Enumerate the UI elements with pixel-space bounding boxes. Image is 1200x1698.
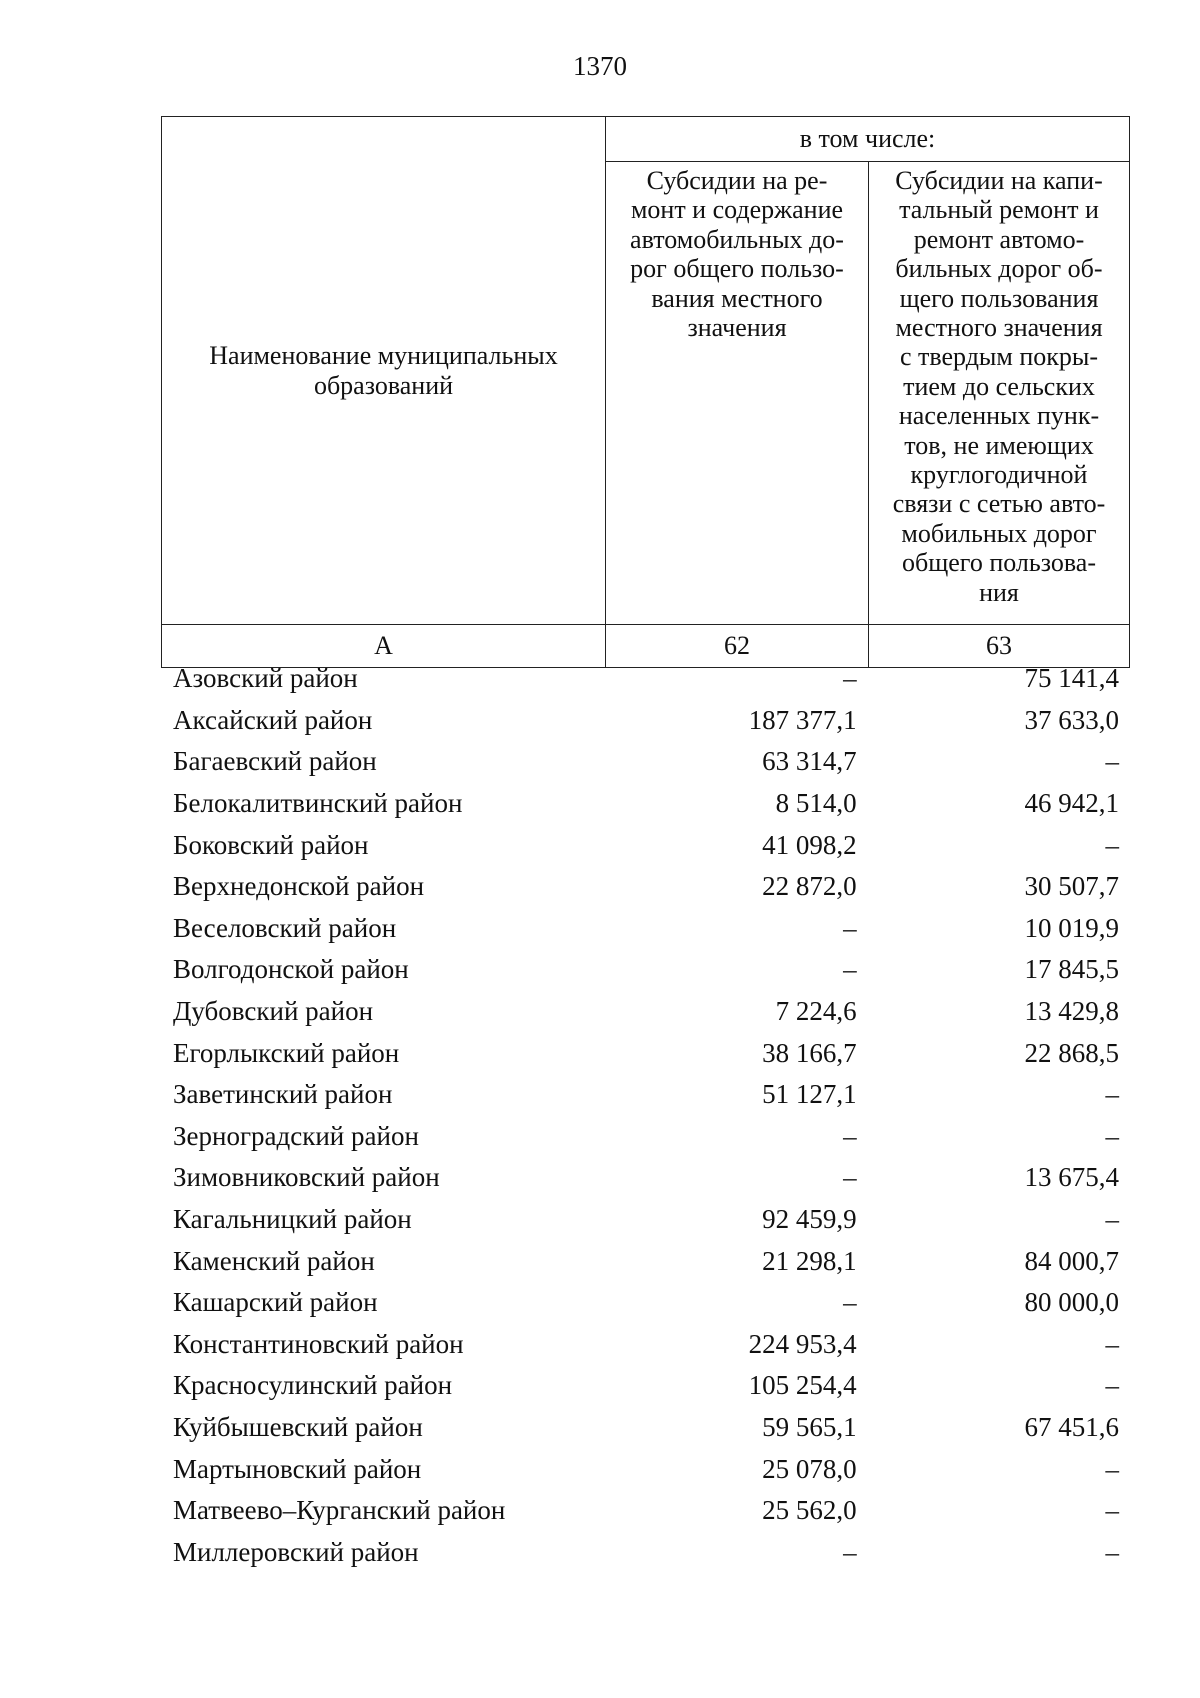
- value-column-63: 75 141,4: [1024, 663, 1119, 694]
- municipality-name: Белокалитвинский район: [173, 788, 463, 819]
- header-line: вания местного: [651, 283, 823, 313]
- municipality-name: Константиновский район: [173, 1328, 464, 1359]
- value-column-63: –: [1105, 829, 1119, 860]
- value-column-62: 63 314,7: [762, 746, 857, 777]
- value-column-63: 37 633,0: [1024, 704, 1119, 735]
- table-row: [161, 1199, 1129, 1241]
- header-line: связи с сетью авто-: [892, 489, 1106, 519]
- value-column-63: 13 675,4: [1024, 1162, 1119, 1193]
- header-line: тием до сельских: [903, 371, 1095, 401]
- municipality-name: Волгодонской район: [173, 954, 409, 985]
- table-row: [161, 1074, 1129, 1116]
- value-column-63: –: [1105, 1495, 1119, 1526]
- group-header: [606, 117, 1130, 162]
- header-line: общего пользова-: [902, 548, 1096, 578]
- value-column-62: 224 953,4: [748, 1328, 857, 1359]
- value-column-63: 67 451,6: [1024, 1411, 1119, 1442]
- name-column-header: [162, 117, 606, 625]
- header-line: рог общего пользо-: [630, 254, 844, 284]
- value-column-63: –: [1105, 1120, 1119, 1151]
- column-63-header: [869, 162, 1130, 625]
- group-header-text: в том числе:: [799, 124, 936, 154]
- value-column-63: –: [1105, 1370, 1119, 1401]
- municipality-name: Дубовский район: [173, 996, 374, 1027]
- municipality-name: Веселовский район: [173, 912, 397, 943]
- table-row: [161, 1490, 1129, 1532]
- table-row: [161, 1157, 1129, 1199]
- header-line: местного значения: [895, 313, 1103, 343]
- value-column-63: 80 000,0: [1024, 1287, 1119, 1318]
- value-column-62: –: [843, 912, 857, 943]
- table-row: [161, 1240, 1129, 1282]
- value-column-62: 38 166,7: [762, 1037, 857, 1068]
- municipality-name: Азовский район: [173, 663, 358, 694]
- table-row: [161, 741, 1129, 783]
- header-line: с твердым покры-: [899, 342, 1099, 372]
- value-column-63: 22 868,5: [1024, 1037, 1119, 1068]
- table-header: [161, 116, 1130, 668]
- value-column-63: 10 019,9: [1024, 912, 1119, 943]
- municipality-name: Зимовниковский район: [173, 1162, 440, 1193]
- table-row: [161, 1365, 1129, 1407]
- data-table-body: [161, 658, 1129, 1573]
- header-line: автомобильных до-: [630, 224, 844, 254]
- table-row: [161, 991, 1129, 1033]
- municipality-name: Красносулинский район: [173, 1370, 453, 1401]
- value-column-63: 30 507,7: [1024, 871, 1119, 902]
- value-column-63: 84 000,7: [1024, 1245, 1119, 1276]
- table-row: [161, 908, 1129, 950]
- header-line: тальный ремонт и: [899, 195, 1099, 225]
- municipality-name: Кашарский район: [173, 1287, 378, 1318]
- value-column-63: –: [1105, 1536, 1119, 1567]
- table-row: [161, 1448, 1129, 1490]
- header-line: ния: [979, 577, 1019, 607]
- value-column-62: 25 078,0: [762, 1453, 857, 1484]
- value-column-62: 187 377,1: [748, 704, 857, 735]
- municipality-name: Миллеровский район: [173, 1536, 419, 1567]
- table-row: [161, 1116, 1129, 1158]
- value-column-62: 7 224,6: [775, 996, 857, 1027]
- municipality-name: Заветинский район: [173, 1079, 393, 1110]
- table-row: [161, 949, 1129, 991]
- value-column-63: 17 845,5: [1024, 954, 1119, 985]
- municipality-name: Зерноградский район: [173, 1120, 419, 1151]
- header-line: круглогодичной: [910, 460, 1088, 490]
- value-column-62: 51 127,1: [762, 1079, 857, 1110]
- header-line: монт и содержание: [630, 195, 844, 225]
- value-column-62: 105 254,4: [748, 1370, 857, 1401]
- value-column-62: 22 872,0: [762, 871, 857, 902]
- column-62-header: [606, 162, 869, 625]
- value-column-63: –: [1105, 746, 1119, 777]
- name-column-header-text: Наименование муниципальных образований: [209, 341, 558, 400]
- table-row: [161, 1282, 1129, 1324]
- header-line: мобильных дорог: [901, 518, 1097, 548]
- table-row: [161, 1324, 1129, 1366]
- municipality-name: Егорлыкский район: [173, 1037, 400, 1068]
- value-column-62: 21 298,1: [762, 1245, 857, 1276]
- page-number: 1370: [573, 51, 627, 81]
- header-line: населенных пунк-: [898, 401, 1100, 431]
- municipality-name: Кагальницкий район: [173, 1204, 412, 1235]
- index-cell-62: 62: [606, 625, 869, 668]
- value-column-62: –: [843, 663, 857, 694]
- value-column-63: –: [1105, 1453, 1119, 1484]
- header-line: тов, не имеющих: [904, 430, 1094, 460]
- value-column-62: –: [843, 1120, 857, 1151]
- table-row: [161, 658, 1129, 700]
- value-column-62: –: [843, 1162, 857, 1193]
- municipality-name: Мартыновский район: [173, 1453, 422, 1484]
- index-cell-a: А: [162, 625, 606, 668]
- municipality-name: Боковский район: [173, 829, 369, 860]
- table-row: [161, 1407, 1129, 1449]
- municipality-name: Багаевский район: [173, 746, 377, 777]
- value-column-62: 8 514,0: [775, 788, 857, 819]
- table-row: [161, 700, 1129, 742]
- value-column-62: 92 459,9: [762, 1204, 857, 1235]
- municipality-name: Каменский район: [173, 1245, 375, 1276]
- value-column-63: –: [1105, 1079, 1119, 1110]
- municipality-name: Аксайский район: [173, 704, 373, 735]
- value-column-62: –: [843, 1536, 857, 1567]
- value-column-63: 46 942,1: [1024, 788, 1119, 819]
- municipality-name: Верхнедонской район: [173, 871, 425, 902]
- header-line: бильных дорог об-: [895, 254, 1103, 284]
- value-column-63: 13 429,8: [1024, 996, 1119, 1027]
- table-row: [161, 824, 1129, 866]
- value-column-63: –: [1105, 1204, 1119, 1235]
- value-column-63: –: [1105, 1328, 1119, 1359]
- header-line: ремонт автомо-: [913, 224, 1085, 254]
- municipality-name: Матвеево–Курганский район: [173, 1495, 506, 1526]
- municipality-name: Куйбышевский район: [173, 1411, 423, 1442]
- value-column-62: 25 562,0: [762, 1495, 857, 1526]
- table-row: [161, 866, 1129, 908]
- value-column-62: –: [843, 954, 857, 985]
- table-row: [161, 783, 1129, 825]
- header-line: щего пользования: [899, 283, 1099, 313]
- value-column-62: 59 565,1: [762, 1411, 857, 1442]
- header-line: значения: [687, 313, 787, 343]
- header-line: Субсидии на ре-: [646, 166, 828, 195]
- table-row: [161, 1032, 1129, 1074]
- index-cell-63: 63: [869, 625, 1130, 668]
- header-line: Субсидии на капи-: [895, 166, 1103, 195]
- value-column-62: –: [843, 1287, 857, 1318]
- table-row: [161, 1531, 1129, 1573]
- value-column-62: 41 098,2: [762, 829, 857, 860]
